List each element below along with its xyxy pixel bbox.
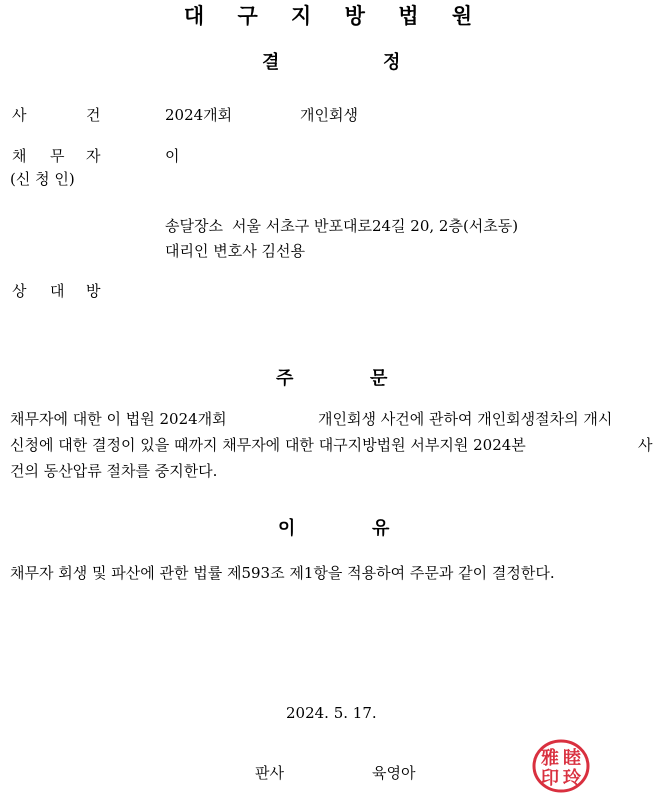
seal-char-2: 睦 [563,748,581,769]
reason-heading-right: 유 [372,518,390,539]
judge-seal-icon [531,738,591,794]
debtor-label-1: 채 [12,147,27,165]
order-heading-left: 주 [276,368,294,389]
judge-name: 육영아 [372,764,416,782]
order-heading-right: 문 [370,368,388,389]
seal-char-4: 玲 [563,768,581,789]
seal-char-3: 印 [541,768,559,789]
order-line-1b: 개인회생 사건에 관하여 개인회생절차의 개시 [318,410,613,428]
doc-type-right: 정 [383,52,401,73]
decision-date: 2024. 5. 17. [286,704,377,722]
debtor-label-2: 무 [50,147,65,165]
order-line-2b: 사 [638,436,653,454]
case-label-1: 사 [12,106,27,124]
court-name: 대 구 지 방 법 원 [183,4,486,28]
reason-text: 채무자 회생 및 파산에 관한 법률 제593조 제1항을 적용하여 주문과 같이 결정한다. [10,564,555,582]
judge-title: 판사 [255,764,284,782]
counterparty-label-2: 대 [50,282,65,300]
counterparty-label-1: 상 [12,282,27,300]
address-label: 송달장소 [165,217,223,235]
debtor-label-sub: (신 청 인) [10,170,75,188]
case-label-2: 건 [86,106,101,124]
agent: 대리인 변호사 김선용 [165,242,305,260]
case-name: 개인회생 [300,106,358,124]
counterparty-label-3: 방 [86,282,101,300]
debtor-label-3: 자 [86,147,101,165]
address: 서울 서초구 반포대로24길 20, 2층(서초동) [232,217,519,235]
reason-heading-left: 이 [278,518,296,539]
order-line-2a: 신청에 대한 결정이 있을 때까지 채무자에 대한 대구지방법원 서부지원 2024본 [10,436,526,454]
debtor-name: 이 [165,147,180,165]
doc-type-left: 결 [262,52,280,73]
seal-char-1: 雅 [541,748,559,769]
order-line-1a: 채무자에 대한 이 법원 2024개회 [10,410,227,428]
order-line-3: 건의 동산압류 절차를 중지한다. [10,462,218,480]
case-number: 2024개회 [165,106,233,124]
